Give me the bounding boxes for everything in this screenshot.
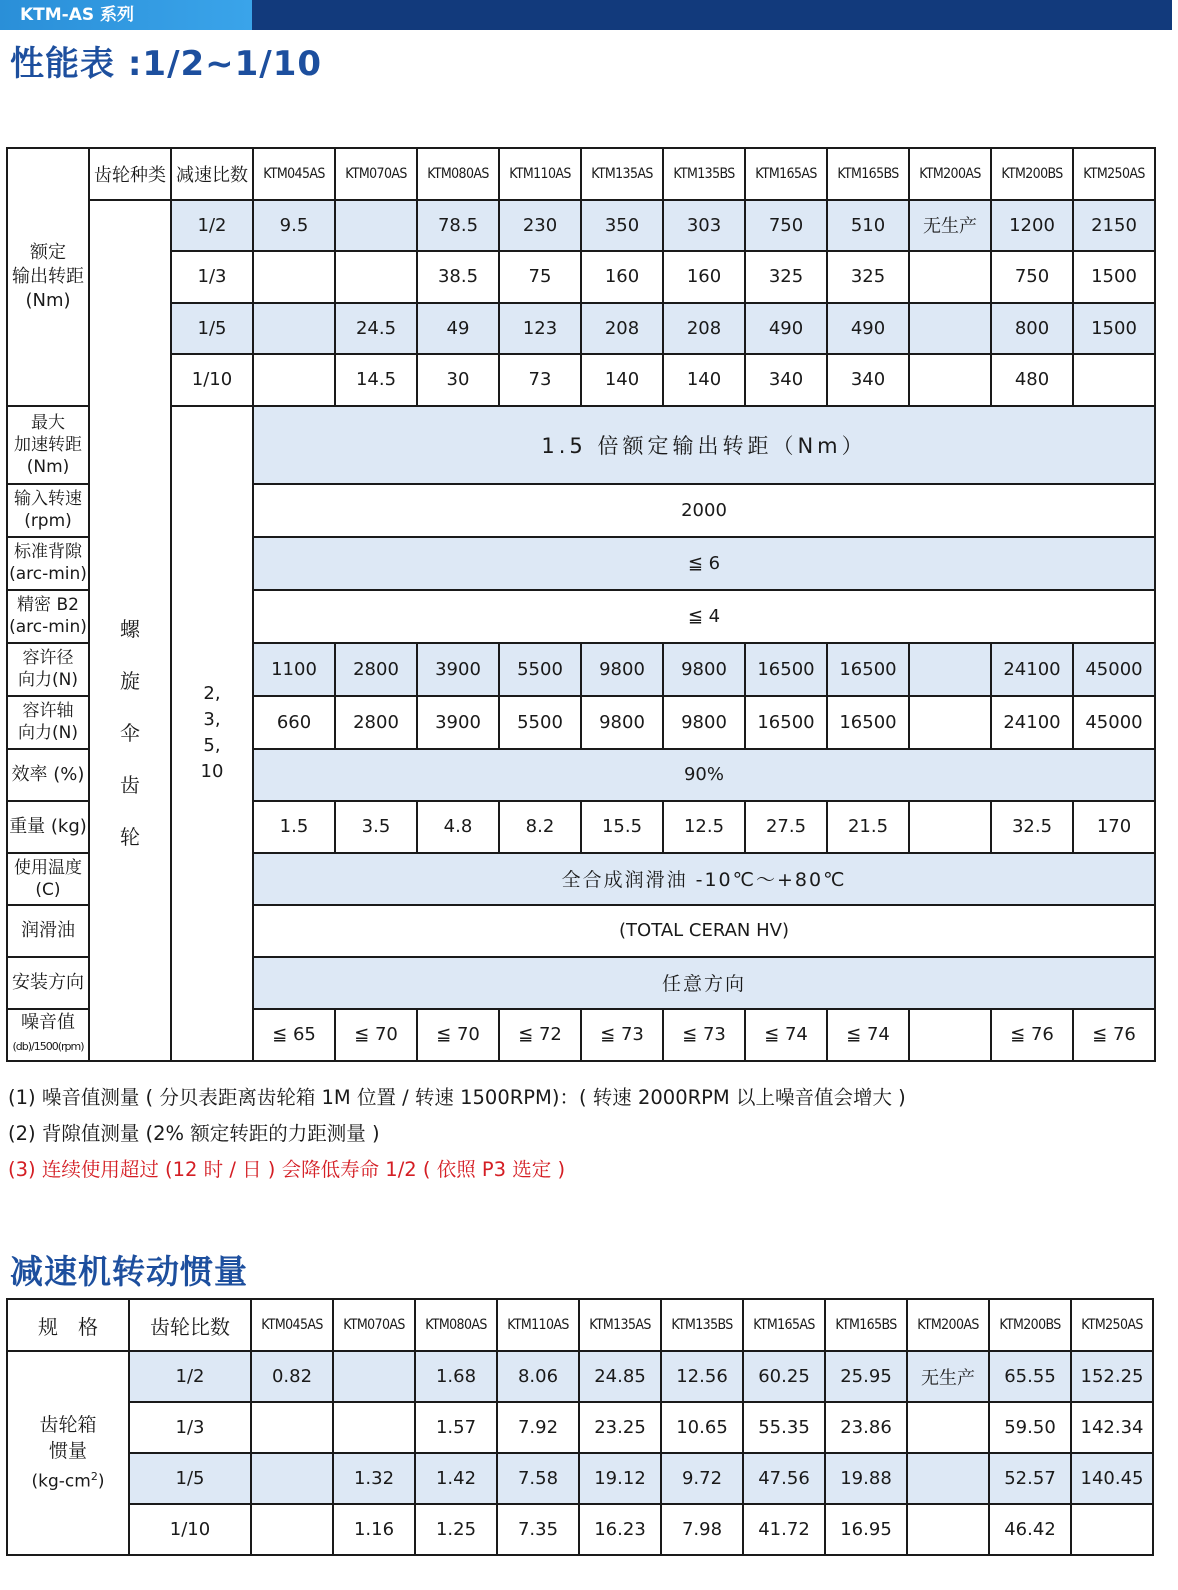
value-cell: 5500 (499, 643, 581, 696)
value-cell: 303 (663, 200, 745, 252)
value-cell: 73 (499, 354, 581, 406)
header-model: KTM080AS (415, 1299, 497, 1351)
value-cell: 750 (991, 251, 1073, 303)
header-model: KTM165AS (743, 1299, 825, 1351)
row-label-line: 输入转速 (14, 489, 82, 509)
value-cell: 32.5 (991, 801, 1073, 853)
table-row (7, 1351, 1153, 1402)
value-cell: 55.35 (743, 1402, 825, 1453)
value-cell: 1.25 (415, 1504, 497, 1555)
value-cell: 340 (827, 354, 909, 406)
value-cell: 27.5 (745, 801, 827, 853)
value-cell: 1100 (253, 643, 335, 696)
value-cell: 3900 (417, 696, 499, 749)
value-cell: 7.35 (497, 1504, 579, 1555)
header-model: KTM135BS (661, 1299, 743, 1351)
value-cell: 8.06 (497, 1351, 579, 1402)
inertia-unit (8, 1464, 128, 1495)
value-cell: 16.23 (579, 1504, 661, 1555)
value-cell: 350 (581, 200, 663, 252)
unit-base: (kg-cm (31, 1471, 91, 1492)
header-bar (0, 0, 1172, 30)
row-label (7, 643, 89, 696)
value-cell: 5500 (499, 696, 581, 749)
header-stripe (252, 0, 1172, 30)
header-corner-cell (7, 148, 89, 406)
value-cell: 1.16 (333, 1504, 415, 1555)
performance-table (6, 147, 1156, 1062)
value-cell (909, 354, 991, 406)
value-cell: 140.45 (1071, 1453, 1153, 1504)
ratio-cell: 1/10 (171, 354, 253, 406)
value-cell: 78.5 (417, 200, 499, 252)
header-model: KTM045AS (253, 148, 335, 200)
gear-type-text (90, 398, 170, 863)
value-cell: 140 (663, 354, 745, 406)
value-cell: 1.5 (253, 801, 335, 853)
header-model: KTM110AS (499, 148, 581, 200)
row-label-line: 输出转距 (12, 265, 84, 287)
value-cell (253, 303, 335, 355)
ratio-cell: 1/2 (129, 1351, 251, 1402)
row-label-unit: (db)/1500(rpm) (12, 1039, 84, 1053)
value-cell: 1.42 (415, 1453, 497, 1504)
value-cell: 1200 (991, 200, 1073, 252)
value-cell: 16500 (827, 643, 909, 696)
value-cell: 325 (827, 251, 909, 303)
value-cell: 45000 (1073, 696, 1155, 749)
value-cell: 8.2 (499, 801, 581, 853)
row-label-line: 容许径 (22, 648, 74, 668)
value-cell: 47.56 (743, 1453, 825, 1504)
value-cell: 38.5 (417, 251, 499, 303)
value-cell: 9.5 (253, 200, 335, 252)
row-label-line: 噪音值 (21, 1011, 75, 1033)
header-model: KTM070AS (333, 1299, 415, 1351)
value-cell: 9.72 (661, 1453, 743, 1504)
value-cell: 208 (581, 303, 663, 355)
row-label-line: (rpm) (24, 511, 72, 531)
row-label-line: (Nm) (26, 456, 70, 477)
value-cell: 490 (827, 303, 909, 355)
value-cell: 无生产 (907, 1351, 989, 1402)
header-gear-type: 齿轮种类 (89, 148, 171, 200)
value-cell: 24100 (991, 643, 1073, 696)
value-cell: 800 (991, 303, 1073, 355)
value-cell (907, 1402, 989, 1453)
ratio-cell: 1/3 (129, 1402, 251, 1453)
header-model: KTM045AS (251, 1299, 333, 1351)
value-cell (907, 1453, 989, 1504)
value-cell: 3.5 (335, 801, 417, 853)
value-cell: ≦ 74 (745, 1009, 827, 1061)
table-row (7, 1504, 1153, 1555)
value-cell: 12.5 (663, 801, 745, 853)
value-cell (1071, 1504, 1153, 1555)
value-cell: 49 (417, 303, 499, 355)
ratio-span-line: 2, (203, 683, 221, 704)
table-row (7, 251, 1155, 303)
header-model: KTM070AS (335, 148, 417, 200)
header-model: KTM165BS (827, 148, 909, 200)
value-cell: 46.42 (989, 1504, 1071, 1555)
value-cell: 660 (253, 696, 335, 749)
gear-type-char: 旋 (120, 668, 140, 693)
table-header-row (7, 148, 1155, 200)
value-cell (333, 1402, 415, 1453)
value-cell: 490 (745, 303, 827, 355)
value-cell (251, 1504, 333, 1555)
row-label: 重量 (kg) (7, 801, 89, 853)
row-label (7, 537, 89, 590)
ratio-cell: 1/5 (129, 1453, 251, 1504)
value-cell: 24100 (991, 696, 1073, 749)
header-model: KTM200BS (989, 1299, 1071, 1351)
value-cell: 1500 (1073, 303, 1155, 355)
value-cell: ≦ 72 (499, 1009, 581, 1061)
value-cell: 12.56 (661, 1351, 743, 1402)
note-noise: (1) 噪音值测量 ( 分贝表距离齿轮箱 1M 位置 / 转速 1500RPM)：( 转速 2000RPM 以上噪音值会增大 ) (8, 1086, 906, 1109)
value-cell: 9800 (663, 696, 745, 749)
page-title: 性能表 :1/2~1/10 (10, 44, 323, 84)
row-label-line: (arc-min) (9, 617, 87, 637)
spec-value-span: 1.5 倍额定输出转距（Nm） (253, 406, 1155, 484)
value-cell: 19.12 (579, 1453, 661, 1504)
value-cell: 7.92 (497, 1402, 579, 1453)
row-label (7, 853, 89, 905)
unit-superscript: 2 (90, 1469, 98, 1483)
unit-close: ) (97, 1471, 105, 1492)
value-cell: 30 (417, 354, 499, 406)
row-label (7, 1009, 89, 1061)
spec-row-max-accel (7, 406, 1155, 484)
value-cell: 510 (827, 200, 909, 252)
ratio-span-cell (171, 406, 253, 1061)
value-cell: 0.82 (251, 1351, 333, 1402)
value-cell (253, 251, 335, 303)
value-cell (335, 251, 417, 303)
spec-value-span: 任意方向 (253, 957, 1155, 1009)
value-cell (333, 1351, 415, 1402)
note-backlash: (2) 背隙值测量 (2% 额定转距的力距测量 ) (8, 1122, 380, 1145)
value-cell: 16500 (827, 696, 909, 749)
value-cell: 3900 (417, 643, 499, 696)
header-model: KTM165AS (745, 148, 827, 200)
table-row (7, 303, 1155, 355)
inertia-title: 减速机转动惯量 (10, 1252, 248, 1291)
header-spec: 规 格 (7, 1299, 129, 1351)
ratio-cell: 1/3 (171, 251, 253, 303)
value-cell: 24.85 (579, 1351, 661, 1402)
value-cell: ≦ 65 (253, 1009, 335, 1061)
spec-value-span: ≦ 4 (253, 590, 1155, 643)
gear-type-cell (89, 200, 171, 1061)
value-cell (253, 354, 335, 406)
value-cell: 19.88 (825, 1453, 907, 1504)
value-cell: 170 (1073, 801, 1155, 853)
spec-value-span: 全合成润滑油 -10℃～+80℃ (253, 853, 1155, 905)
spec-value-span: 90% (253, 749, 1155, 801)
value-cell: 230 (499, 200, 581, 252)
inertia-table (6, 1298, 1154, 1556)
spec-value-span: (TOTAL CERAN HV) (253, 905, 1155, 957)
spec-value-span: 2000 (253, 484, 1155, 537)
gear-type-char: 齿 (120, 772, 140, 797)
value-cell: 24.5 (335, 303, 417, 355)
value-cell (251, 1402, 333, 1453)
value-cell: 16500 (745, 643, 827, 696)
table-row (7, 354, 1155, 406)
row-label-line: 齿轮箱 (39, 1413, 97, 1436)
value-cell (909, 643, 991, 696)
row-label: 安装方向 (7, 957, 89, 1009)
header-model: KTM250AS (1071, 1299, 1153, 1351)
series-tag: KTM-AS 系列 (0, 0, 252, 30)
value-cell (909, 251, 991, 303)
value-cell: 60.25 (743, 1351, 825, 1402)
value-cell: 25.95 (825, 1351, 907, 1402)
header-model: KTM080AS (417, 148, 499, 200)
header-model: KTM200BS (991, 148, 1073, 200)
value-cell: 41.72 (743, 1504, 825, 1555)
value-cell: 2800 (335, 643, 417, 696)
value-cell: 140 (581, 354, 663, 406)
header-model: KTM135AS (579, 1299, 661, 1351)
value-cell: 7.98 (661, 1504, 743, 1555)
value-cell: 1.32 (333, 1453, 415, 1504)
ratio-span-line: 3, (203, 709, 221, 730)
value-cell (251, 1453, 333, 1504)
value-cell: 9800 (663, 643, 745, 696)
table-row (7, 1402, 1153, 1453)
row-label (7, 406, 89, 484)
header-model: KTM200AS (909, 148, 991, 200)
value-cell: 152.25 (1071, 1351, 1153, 1402)
header-model: KTM135BS (663, 148, 745, 200)
value-cell: 325 (745, 251, 827, 303)
value-cell: 1500 (1073, 251, 1155, 303)
value-cell: ≦ 76 (1073, 1009, 1155, 1061)
value-cell: 15.5 (581, 801, 663, 853)
row-label-line: 最大 (31, 412, 65, 433)
value-cell: ≦ 70 (417, 1009, 499, 1061)
header-ratio: 减速比数 (171, 148, 253, 200)
notes (8, 1080, 906, 1188)
value-cell: 9800 (581, 643, 663, 696)
value-cell: 9800 (581, 696, 663, 749)
value-cell: ≦ 73 (581, 1009, 663, 1061)
header-model: KTM250AS (1073, 148, 1155, 200)
row-label (7, 696, 89, 749)
value-cell: 75 (499, 251, 581, 303)
table-row (7, 1453, 1153, 1504)
value-cell: 160 (581, 251, 663, 303)
row-label-line: 惯量 (48, 1439, 87, 1462)
row-label (7, 590, 89, 643)
value-cell: 21.5 (827, 801, 909, 853)
value-cell (907, 1504, 989, 1555)
header-model: KTM135AS (581, 148, 663, 200)
value-cell: 480 (991, 354, 1073, 406)
value-cell: 2800 (335, 696, 417, 749)
header-model: KTM165BS (825, 1299, 907, 1351)
row-label-line: 标准背隙 (14, 542, 82, 562)
gear-type-char: 伞 (120, 720, 140, 745)
value-cell: 23.86 (825, 1402, 907, 1453)
header-model: KTM200AS (907, 1299, 989, 1351)
value-cell: 45000 (1073, 643, 1155, 696)
value-cell: 59.50 (989, 1402, 1071, 1453)
value-cell: 无生产 (909, 200, 991, 252)
note-lifetime-warning: (3) 连续使用超过 (12 时 / 日 ) 会降低寿命 1/2 ( 依照 P3 选定 ) (8, 1158, 566, 1181)
value-cell: 340 (745, 354, 827, 406)
value-cell: 123 (499, 303, 581, 355)
value-cell (1073, 354, 1155, 406)
inertia-label-cell (7, 1351, 129, 1555)
value-cell (909, 1009, 991, 1061)
value-cell: 16500 (745, 696, 827, 749)
table-header-row (7, 1299, 1153, 1351)
row-label-line: 加速转距 (14, 434, 82, 455)
value-cell: 208 (663, 303, 745, 355)
row-label-line: 使用温度 (14, 857, 82, 878)
value-cell: ≦ 74 (827, 1009, 909, 1061)
value-cell (909, 801, 991, 853)
row-label-line: 额定 (30, 241, 66, 263)
value-cell: 23.25 (579, 1402, 661, 1453)
value-cell: ≦ 73 (663, 1009, 745, 1061)
row-label (7, 484, 89, 537)
value-cell: 16.95 (825, 1504, 907, 1555)
ratio-cell: 1/2 (171, 200, 253, 252)
value-cell: ≦ 70 (335, 1009, 417, 1061)
gear-type-char: 轮 (120, 824, 140, 849)
value-cell: 2150 (1073, 200, 1155, 252)
value-cell: 14.5 (335, 354, 417, 406)
value-cell: 160 (663, 251, 745, 303)
value-cell: 1.57 (415, 1402, 497, 1453)
table-row (7, 200, 1155, 252)
value-cell (909, 696, 991, 749)
value-cell (335, 200, 417, 252)
value-cell: ≦ 76 (991, 1009, 1073, 1061)
header-ratio: 齿轮比数 (129, 1299, 251, 1351)
row-label-line: 向力(N) (18, 670, 78, 690)
row-label-line: 向力(N) (18, 723, 78, 743)
value-cell: 4.8 (417, 801, 499, 853)
value-cell: 142.34 (1071, 1402, 1153, 1453)
value-cell: 1.68 (415, 1351, 497, 1402)
ratio-span-line: 10 (200, 761, 224, 782)
row-label-line: (Nm) (25, 289, 71, 311)
row-label-line: (C) (35, 879, 61, 900)
value-cell: 52.57 (989, 1453, 1071, 1504)
row-label-line: 容许轴 (22, 701, 74, 721)
gear-type-char: 螺 (120, 616, 140, 641)
ratio-cell: 1/5 (171, 303, 253, 355)
value-cell: 750 (745, 200, 827, 252)
ratio-span-line: 5, (203, 735, 221, 756)
row-label-line: (arc-min) (9, 564, 87, 584)
value-cell (909, 303, 991, 355)
ratio-cell: 1/10 (129, 1504, 251, 1555)
value-cell: 7.58 (497, 1453, 579, 1504)
row-label: 效率 (%) (7, 749, 89, 801)
row-label-line: 精密 B2 (17, 595, 79, 615)
value-cell: 10.65 (661, 1402, 743, 1453)
spec-value-span: ≦ 6 (253, 537, 1155, 590)
value-cell: 65.55 (989, 1351, 1071, 1402)
row-label: 润滑油 (7, 905, 89, 957)
header-model: KTM110AS (497, 1299, 579, 1351)
